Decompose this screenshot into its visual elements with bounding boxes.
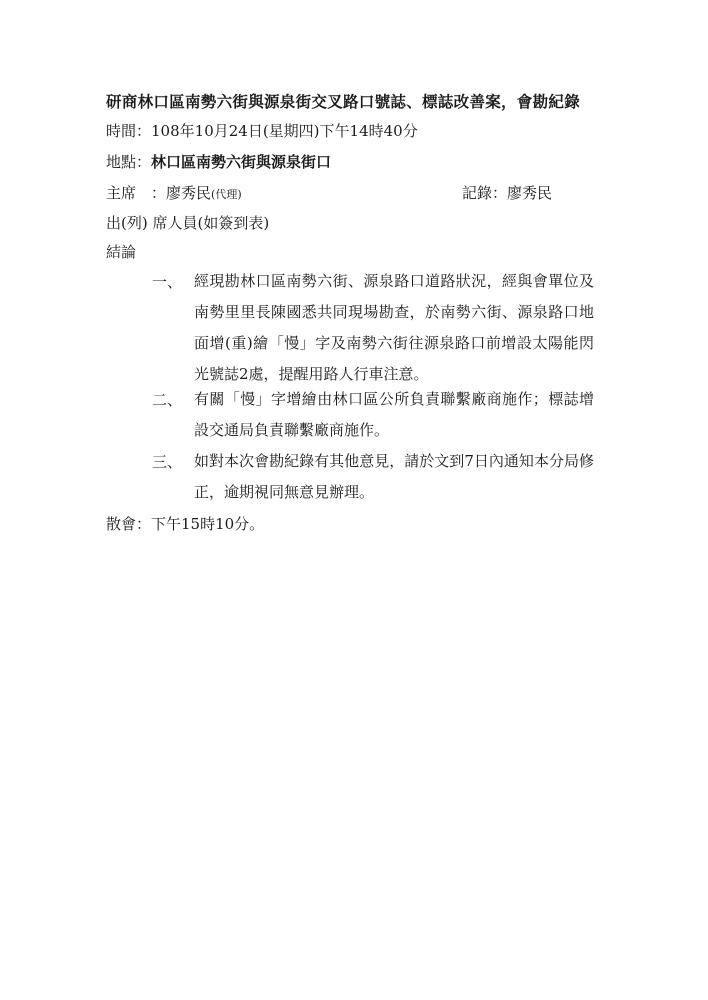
item-number: 二、 <box>152 391 183 409</box>
place-label: 地點： <box>106 153 152 171</box>
meeting-time <box>106 121 418 141</box>
item-text: 經現勘林口區南勢六街、源泉路口道路狀況，經與會單位及南勢里里長陳國悉共同現場勘查，於南勢六街、源泉路口地面增(重)繪「慢」字及南勢六街往源泉路口前增設太陽能閃光號誌2處，提醒用路人行車注意。 <box>194 272 594 383</box>
recorder-label: 記錄： <box>462 184 508 202</box>
meeting-chair <box>106 183 242 205</box>
recorder-name: 廖秀民 <box>507 184 553 202</box>
meeting-place <box>106 152 331 172</box>
chair-label: 主席 ： <box>106 184 167 202</box>
place-value: 林口區南勢六街與源泉街口 <box>151 153 332 171</box>
conclusion-label: 結論 <box>106 243 137 261</box>
chair-note: (代理) <box>211 188 242 201</box>
adjourn-time: 散會：下午15時10分。 <box>106 515 265 533</box>
chair-name: 廖秀民 <box>166 184 212 202</box>
time-value: 108年10月24日(星期四)下午14時40分 <box>151 122 418 140</box>
item-number: 三、 <box>152 453 183 471</box>
item-number: 一、 <box>152 273 183 291</box>
time-label: 時間： <box>106 122 152 140</box>
meeting-recorder <box>462 183 552 203</box>
document-title: 研商林口區南勢六街與源泉街交叉路口號誌、標誌改善案，會勘紀錄 <box>106 92 581 111</box>
item-text: 如對本次會勘紀錄有其他意見，請於文到7日內通知本分局修正，逾期視同無意見辦理。 <box>194 452 594 501</box>
item-text: 有關「慢」字增繪由林口區公所負責聯繫廠商施作；標誌增設交通局負責聯繫廠商施作。 <box>194 390 594 439</box>
attendees: 出(列) 席人員(如簽到表) <box>106 214 270 232</box>
